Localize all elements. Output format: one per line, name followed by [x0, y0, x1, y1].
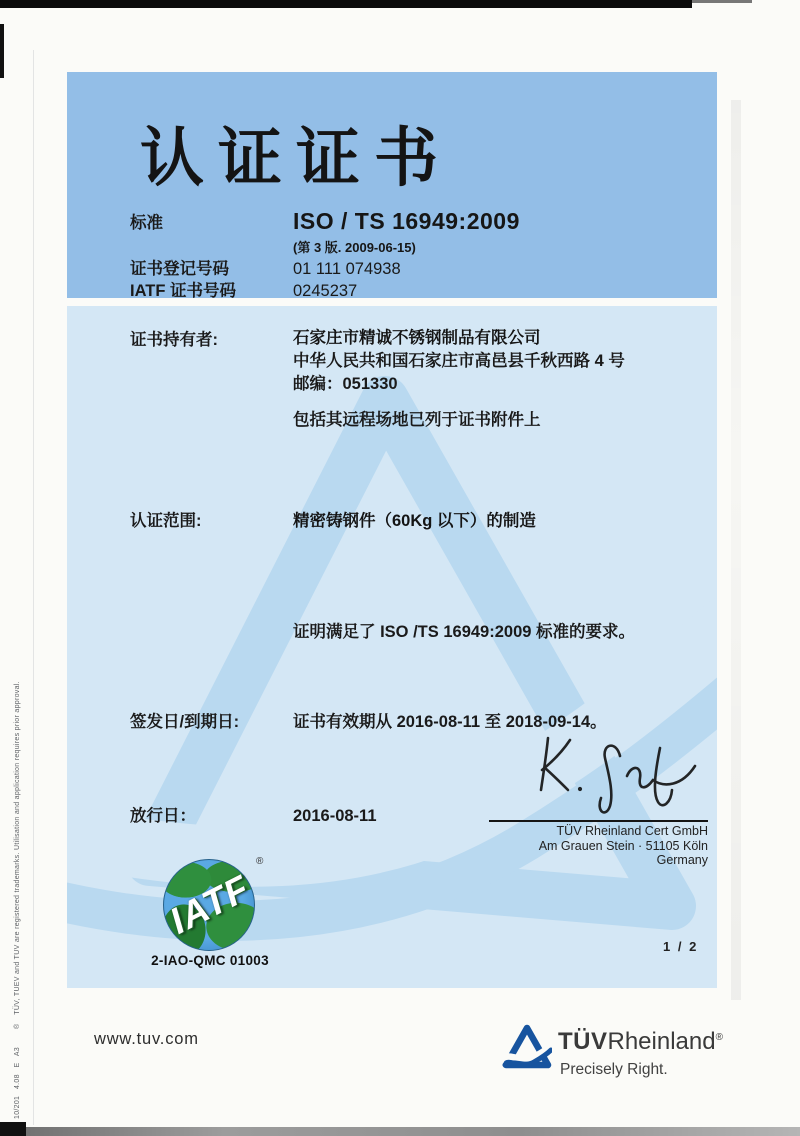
- scan-shadow-right: [731, 100, 741, 1000]
- iatf-globe-logo: [163, 859, 255, 951]
- validity-period: 证书有效期从 2016-08-11 至 2018-09-14。: [293, 713, 607, 731]
- issuer-name: TÜV Rheinland Cert GmbH: [556, 824, 708, 838]
- certificate-body-panel: [67, 306, 717, 988]
- registration-number-label: 证书登记号码: [130, 260, 229, 278]
- standard-edition: (第 3 版. 2009-06-15): [293, 240, 416, 255]
- handwritten-signature: [532, 732, 707, 820]
- holder-postal-code: 邮编：051330: [293, 375, 398, 393]
- signature-line: [489, 820, 708, 822]
- tuv-rheinland-triangle-logo: [502, 1024, 552, 1070]
- page-fold-line: [33, 50, 34, 1125]
- tuv-triangle-watermark: [67, 306, 717, 988]
- brand-regular: Rheinland: [607, 1028, 716, 1055]
- scan-edge-top-right: [692, 0, 752, 3]
- brand-tagline: Precisely Right.: [560, 1061, 668, 1078]
- side-print-note: 10/201 4.08 E A3 ® TÜV, TUEV and TUV are registered trademarks. Utilisation and application requires prior approval.: [14, 681, 21, 1119]
- iatf-certificate-code: 2-IAO-QMC 01003: [151, 953, 269, 968]
- release-date-label: 放行日：: [130, 807, 196, 825]
- iatf-logo-text: IATF: [163, 867, 257, 942]
- scan-edge-left: [0, 24, 4, 78]
- standard-value: ISO / TS 16949:2009: [293, 208, 520, 234]
- scope-value: 精密铸钢件（60Kg 以下）的制造: [293, 512, 536, 530]
- issuer-street: Am Grauen Stein · 51105 Köln: [538, 838, 708, 853]
- standard-label: 标准: [130, 214, 163, 232]
- conformity-remark: 证明满足了 ISO /TS 16949:2009 标准的要求。: [293, 623, 636, 641]
- iatf-number-label: IATF 证书号码: [130, 282, 237, 300]
- holder-address: 中华人民共和国石家庄市高邑县千秋西路 4 号: [293, 352, 625, 370]
- scan-edge-top: [0, 0, 692, 8]
- issuer-address-block: [480, 824, 708, 868]
- iatf-number-value: 0245237: [293, 282, 358, 300]
- certificate-title: 认证证书: [140, 122, 452, 194]
- remote-sites-note: 包括其远程场地已列于证书附件上: [293, 411, 541, 429]
- holder-label: 证书持有者:: [130, 331, 218, 349]
- scan-edge-bottom: [0, 1127, 800, 1136]
- brand-bold: TÜV: [558, 1028, 608, 1055]
- tuv-rheinland-wordmark: [558, 1026, 723, 1058]
- brand-registered-mark: ®: [715, 1032, 723, 1043]
- scope-label: 认证范围:: [130, 512, 202, 530]
- tuv-website-url: www.tuv.com: [94, 1030, 199, 1048]
- page-number: 1 / 2: [663, 939, 699, 954]
- issue-expiry-label: 签发日/到期日:: [130, 713, 240, 731]
- holder-company: 石家庄市精诚不锈钢制品有限公司: [293, 329, 541, 347]
- issuer-country: Germany: [656, 853, 708, 867]
- registration-number-value: 01 111 074938: [293, 260, 401, 278]
- iatf-registered-mark: ®: [256, 856, 264, 867]
- scan-edge-bottom-left: [0, 1122, 26, 1136]
- release-date-value: 2016-08-11: [293, 807, 377, 825]
